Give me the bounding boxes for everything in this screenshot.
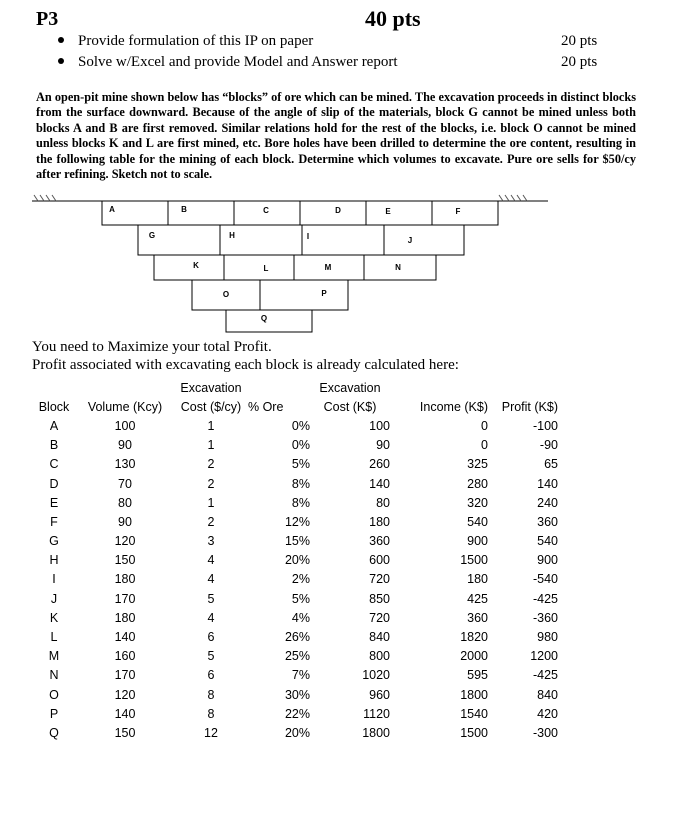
cell-cost: 4 <box>207 610 215 625</box>
cell-ecost: 100 <box>369 418 390 433</box>
cell-income: 0 <box>481 418 488 433</box>
table-row <box>32 416 558 435</box>
block-label-m: M <box>324 263 332 272</box>
cell-ore: 8% <box>291 495 310 510</box>
cell-volume: 70 <box>118 476 132 491</box>
cell-income: 425 <box>467 591 488 606</box>
cell-volume: 90 <box>118 514 132 529</box>
cell-ore: 22% <box>284 706 310 721</box>
cell-profit: -90 <box>539 438 558 453</box>
intro-line-1: You need to Maximize your total Profit. <box>32 339 272 355</box>
cell-block: F <box>50 514 58 529</box>
header-block: Block <box>38 399 70 414</box>
header-ore: % Ore <box>248 399 284 414</box>
cell-volume: 140 <box>114 630 136 645</box>
cell-volume: 120 <box>114 534 136 549</box>
cell-income: 595 <box>467 668 488 683</box>
table-row <box>32 474 558 493</box>
cell-cost: 2 <box>207 514 215 529</box>
cell-cost: 1 <box>207 438 215 453</box>
bullet-dot-icon <box>58 37 64 43</box>
cell-profit: -300 <box>532 725 558 740</box>
cell-ore: 12% <box>284 514 310 529</box>
cell-cost: 4 <box>207 553 215 568</box>
cell-cost: 4 <box>207 572 215 587</box>
cell-income: 1540 <box>460 706 488 721</box>
cell-profit: -425 <box>532 668 558 683</box>
cell-block: J <box>50 591 58 606</box>
cell-income: 1500 <box>460 553 488 568</box>
table-row <box>32 589 558 608</box>
cell-profit: 360 <box>537 514 558 529</box>
cell-profit: -425 <box>532 591 558 606</box>
cell-ecost: 360 <box>369 534 390 549</box>
cell-profit: 65 <box>544 457 558 472</box>
cell-income: 280 <box>467 476 488 491</box>
cell-profit: 900 <box>537 553 558 568</box>
cell-block: L <box>50 630 58 645</box>
table-row <box>32 551 558 570</box>
block-label-h: H <box>229 231 235 240</box>
cell-block: N <box>49 668 59 683</box>
cell-income: 180 <box>467 572 488 587</box>
cell-block: K <box>49 610 59 625</box>
cell-profit: 1200 <box>530 649 558 664</box>
cell-ecost: 600 <box>369 553 390 568</box>
table-header-top-row <box>32 378 558 397</box>
block-label-o: O <box>222 290 230 299</box>
cell-block: M <box>48 649 60 664</box>
cell-ecost: 80 <box>376 495 390 510</box>
cell-income: 2000 <box>460 649 488 664</box>
table-row <box>32 570 558 589</box>
cell-ore: 26% <box>284 630 310 645</box>
cell-ore: 30% <box>284 687 310 702</box>
cell-ecost: 140 <box>369 476 390 491</box>
cell-income: 1500 <box>460 725 488 740</box>
cell-block: O <box>49 687 59 702</box>
cell-income: 320 <box>467 495 488 510</box>
ground-hatch-left <box>34 195 56 201</box>
table-header-row <box>32 397 558 416</box>
cell-income: 1820 <box>460 630 488 645</box>
block-label-a: A <box>109 205 115 214</box>
block-label-q: Q <box>260 314 268 323</box>
cell-block: H <box>49 553 59 568</box>
table-row <box>32 493 558 512</box>
cell-ore: 20% <box>284 553 310 568</box>
cell-cost: 1 <box>207 418 215 433</box>
table-row <box>32 704 558 723</box>
cell-block: C <box>49 457 59 472</box>
table-row <box>32 436 558 455</box>
table-row <box>32 627 558 646</box>
cell-ore: 7% <box>291 668 310 683</box>
cell-volume: 170 <box>114 591 136 606</box>
cell-volume: 150 <box>114 553 136 568</box>
cell-income: 360 <box>467 610 488 625</box>
header-excavation-cost: Excavation <box>180 380 242 395</box>
cell-ecost: 180 <box>369 514 390 529</box>
cell-ecost: 90 <box>376 438 390 453</box>
cell-cost: 1 <box>207 495 215 510</box>
cell-volume: 90 <box>118 438 132 453</box>
cell-ore: 5% <box>291 457 310 472</box>
cell-income: 325 <box>467 457 488 472</box>
cell-ore: 0% <box>291 438 310 453</box>
cell-cost: 12 <box>204 725 218 740</box>
block-label-d: D <box>335 206 341 215</box>
block-label-e: E <box>385 207 391 216</box>
cell-profit: -360 <box>532 610 558 625</box>
header-income: Income (K$) <box>419 399 488 414</box>
table-row <box>32 685 558 704</box>
mine-sketch <box>28 192 628 342</box>
cell-profit: -540 <box>532 572 558 587</box>
cell-block: B <box>49 438 59 453</box>
problem-id: P3 <box>36 8 59 30</box>
cell-ore: 20% <box>284 725 310 740</box>
cell-ore: 8% <box>291 476 310 491</box>
intro-line-2: Profit associated with excavating each block is already calculated here: <box>32 357 459 373</box>
table-row <box>32 455 558 474</box>
cell-profit: 420 <box>537 706 558 721</box>
cell-profit: 540 <box>537 534 558 549</box>
bullet-item <box>58 33 313 50</box>
bullet-points: 20 pts <box>561 54 598 70</box>
cell-volume: 80 <box>118 495 132 510</box>
cell-income: 540 <box>467 514 488 529</box>
cell-ecost: 1020 <box>362 668 390 683</box>
block-label-b: B <box>181 205 187 214</box>
cell-block: I <box>52 572 56 587</box>
cell-ore: 15% <box>284 534 310 549</box>
table-row <box>32 608 558 627</box>
cell-income: 900 <box>467 534 488 549</box>
table-row <box>32 647 558 666</box>
cell-profit: 840 <box>537 687 558 702</box>
cell-volume: 100 <box>114 418 136 433</box>
block-label-k: K <box>193 261 199 270</box>
block-label-i: I <box>306 232 310 241</box>
points-total: 40 pts <box>365 6 421 31</box>
cell-block: E <box>49 495 59 510</box>
cell-cost: 3 <box>207 534 215 549</box>
cell-ecost: 720 <box>369 572 390 587</box>
cell-profit: 980 <box>537 630 558 645</box>
cell-block: G <box>49 534 59 549</box>
bullet-dot-icon <box>58 58 64 64</box>
cell-block: A <box>49 418 59 433</box>
block-label-l: L <box>263 264 269 273</box>
cell-cost: 6 <box>207 668 215 683</box>
table-row <box>32 723 558 742</box>
cell-volume: 150 <box>114 725 136 740</box>
cell-block: P <box>49 706 59 721</box>
header-volume: Volume (Kcy) <box>87 399 163 414</box>
cell-volume: 170 <box>114 668 136 683</box>
cell-volume: 180 <box>114 572 136 587</box>
cell-income: 0 <box>481 438 488 453</box>
cell-profit: -100 <box>532 418 558 433</box>
cell-ecost: 850 <box>369 591 390 606</box>
header-excavation-ecost: Excavation <box>319 380 381 395</box>
header-profit: Profit (K$) <box>501 399 558 414</box>
cell-volume: 140 <box>114 706 136 721</box>
block-label-f: F <box>455 207 461 216</box>
cell-volume: 130 <box>114 457 136 472</box>
cell-profit: 240 <box>537 495 558 510</box>
cell-cost: 5 <box>207 649 215 664</box>
row2-outline <box>138 225 464 255</box>
cell-cost: 8 <box>207 687 215 702</box>
cell-block: D <box>49 476 59 491</box>
problem-description: An open-pit mine shown below has “blocks” of ore which can be mined. The excavation proceeds in distinct blocks from the surface downward. Because of the angle of slip of the materials, block G cannot be mined unless both blocks A and B are first removed. Similar relations hold for the rest of the blocks, i.e. block O cannot be mined unless blocks K and L are first mined, etc. Bore holes have been drilled to determine the ore content, resulting in the following table for the mining of each block. Determine which volumes to excavate. Pure ore sells for $50/cy after refining. Sketch not to scale. <box>36 90 636 182</box>
bullet-item <box>58 54 398 71</box>
block-label-n: N <box>395 263 401 272</box>
cell-ecost: 960 <box>369 687 390 702</box>
profit-table <box>32 378 558 743</box>
cell-volume: 180 <box>114 610 136 625</box>
table-row <box>32 512 558 531</box>
block-label-g: G <box>148 231 156 240</box>
table-row <box>32 666 558 685</box>
cell-cost: 2 <box>207 476 215 491</box>
cell-cost: 2 <box>207 457 215 472</box>
row5-outline <box>226 310 312 332</box>
bullet-points: 20 pts <box>561 33 598 49</box>
cell-cost: 5 <box>207 591 215 606</box>
block-label-p: P <box>321 289 327 298</box>
cell-ecost: 800 <box>369 649 390 664</box>
cell-profit: 140 <box>537 476 558 491</box>
cell-ecost: 1800 <box>362 725 390 740</box>
cell-cost: 8 <box>207 706 215 721</box>
table-row <box>32 532 558 551</box>
cell-ore: 5% <box>291 591 310 606</box>
cell-ore: 25% <box>284 649 310 664</box>
cell-ecost: 1120 <box>363 706 390 721</box>
header-ecost: Cost (K$) <box>323 399 377 414</box>
bullet-text: Solve w/Excel and provide Model and Answer report <box>78 54 398 70</box>
cell-ecost: 840 <box>369 630 390 645</box>
cell-cost: 6 <box>207 630 215 645</box>
ground-hatch-right <box>499 195 527 201</box>
cell-ore: 2% <box>291 572 310 587</box>
header-cost: Cost ($/cy) <box>180 399 242 414</box>
cell-ore: 4% <box>291 610 310 625</box>
cell-ore: 0% <box>291 418 310 433</box>
cell-volume: 160 <box>114 649 136 664</box>
cell-income: 1800 <box>460 687 488 702</box>
block-label-j: J <box>407 236 413 245</box>
cell-block: Q <box>49 725 59 740</box>
block-label-c: C <box>263 206 269 215</box>
cell-ecost: 720 <box>369 610 390 625</box>
bullet-text: Provide formulation of this IP on paper <box>78 33 314 49</box>
cell-ecost: 260 <box>369 457 390 472</box>
cell-volume: 120 <box>114 687 136 702</box>
